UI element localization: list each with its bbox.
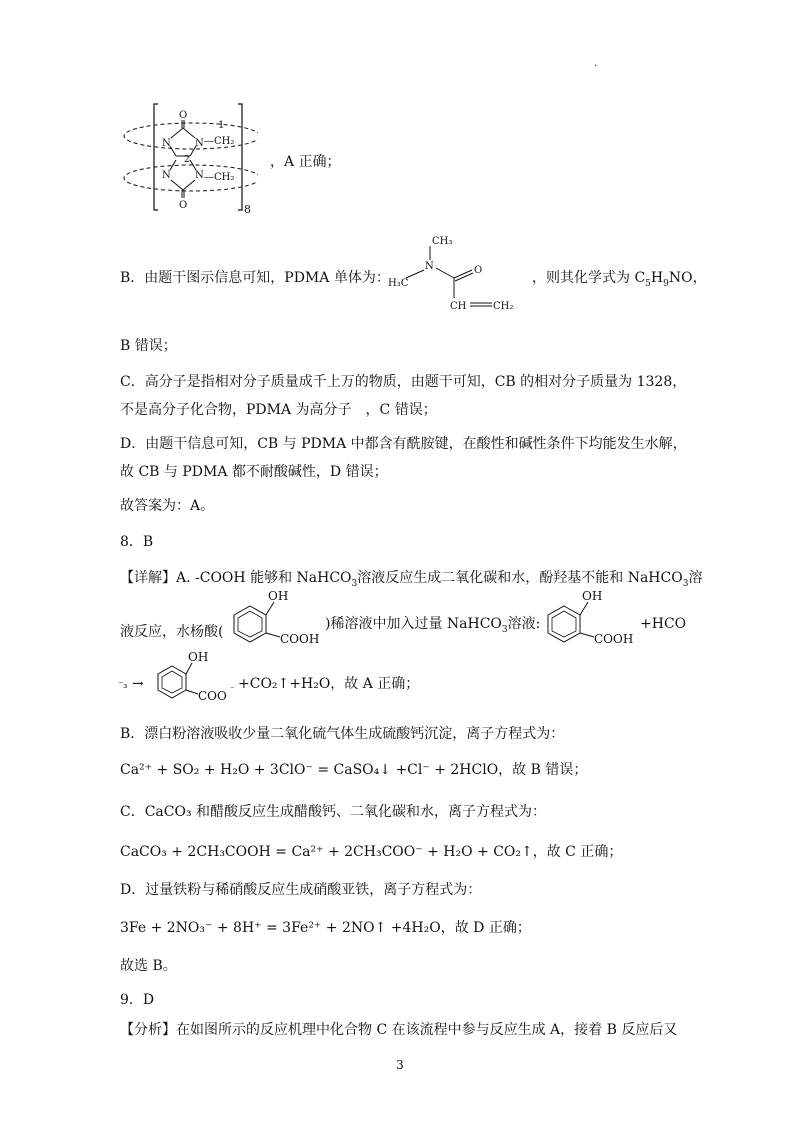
cb-n-left-top: N [162,138,171,149]
q8-b-equation: Ca²⁺ + SO₂ + H₂O + 3ClO⁻ = CaSO₄↓ +Cl⁻ + 2HClO，故 B 错误； [120,762,588,778]
salicylate-ion [148,650,244,710]
ion-oh: OH [188,650,209,664]
sa2-cooh: COOH [594,632,634,646]
cb-n-right-bot: N [195,170,204,181]
q8-detail-line1: 【详解】A. -COOH 能够和 NaHCO$_3$溶液反应生成二氧化碳和水，酚羟基不能和 NaHCO$_3$溶 [120,570,703,589]
sa1-cooh: COOH [280,632,320,646]
pdma-h3c: H₃C [388,278,409,289]
cb-o-bot: O [179,200,188,211]
cb-structure-diagram [118,98,258,216]
q9-heading: 9．D [120,992,155,1008]
pdma-ch2: CH₂ [493,301,514,312]
q8-heading: 8．B [120,534,154,550]
q8-detail-line2-pre: 液反应，水杨酸( [120,624,224,640]
pdma-monomer-diagram [388,232,528,316]
cb-ch2-bot: —CH₂ [204,172,235,183]
line-d2: 故 CB 与 PDMA 都不耐酸碱性，D 错误； [120,464,388,480]
q8-arrow: → [132,676,144,692]
q8-c-text: C．CaCO₃ 和醋酸反应生成醋酸钙、二氧化碳和水，离子方程式为： [120,804,547,820]
salicylic-acid-1 [222,588,334,652]
cb-n-left-bot: N [162,170,171,181]
header-dot: . [594,58,598,69]
q8-choose: 故选 B。 [120,958,177,974]
q8-b-text: B．漂白粉溶液吸收少量二氧化硫气体生成硫酸钙沉淀，离子方程式为： [120,726,565,742]
line-d1: D．由题干信息可知，CB 与 PDMA 中都含有酰胺键，在酸性和碱性条件下均能发生水解， [120,436,687,452]
cb-ch2-top: —CH₂ [204,136,235,147]
sa2-oh: OH [582,589,603,603]
q8-hco: +HCO [640,616,687,632]
line-b-formula: ，则其化学式为 $C_5H_9NO$， [532,270,707,289]
cb-label-1: 1 [218,120,225,131]
pdma-n: N [425,261,434,272]
pdma-ch3-top: CH₃ [432,236,453,247]
cb-o-top: O [179,110,188,121]
q8-c-equation: CaCO₃ + 2CH₃COOH = Ca²⁺ + 2CH₃COO⁻ + H₂O + CO₂↑，故 C 正确； [120,844,623,860]
ion-coo: COO [198,689,227,703]
line-b-pre: B．由题干图示信息可知，PDMA 单体为： [120,270,390,286]
line-c2: 不是高分子化合物，PDMA 为高分子 ，C 错误； [120,402,437,418]
q8-d-equation: 3Fe + 2NO₃⁻ + 8H⁺ = 3Fe²⁺ + 2NO↑ +4H₂O，故 D 正确； [120,920,531,936]
cb-n-right-top: N [195,138,204,149]
sa1-oh: OH [268,589,289,603]
q9-analysis: 【分析】在如图所示的反应机理中化合物 C 在该流程中参与反应生成 A，接着 B 反应后又 [120,1022,678,1038]
q8-detail-line2-mid: )稀溶液中加入过量 NaHCO$_3$溶液: [325,616,541,635]
pdma-ch: CH [450,301,467,312]
line-b-error: B 错误； [120,338,177,354]
ion-coo-charge: ⁻ [230,685,235,695]
cb-a-correct: ，A 正确； [270,154,341,170]
cb-label-2: 2 [184,155,190,165]
line-answer-7: 故答案为：A。 [120,498,215,514]
q8-hco3-minus: ⁻₃ [118,680,128,691]
line-c1: C．高分子是指相对分子质量成千上万的物质，由题干可知，CB 的相对分子质量为 1328， [120,374,687,390]
cb-subscript-8: 8 [244,203,251,216]
page-number: 3 [396,1058,404,1072]
salicylic-acid-2 [536,588,648,652]
q8-a-result: +CO₂↑+H₂O，故 A 正确； [238,676,420,692]
q8-d-text: D．过量铁粉与稀硝酸反应生成硝酸亚铁，离子方程式为： [120,882,482,898]
pdma-o: O [474,265,483,276]
